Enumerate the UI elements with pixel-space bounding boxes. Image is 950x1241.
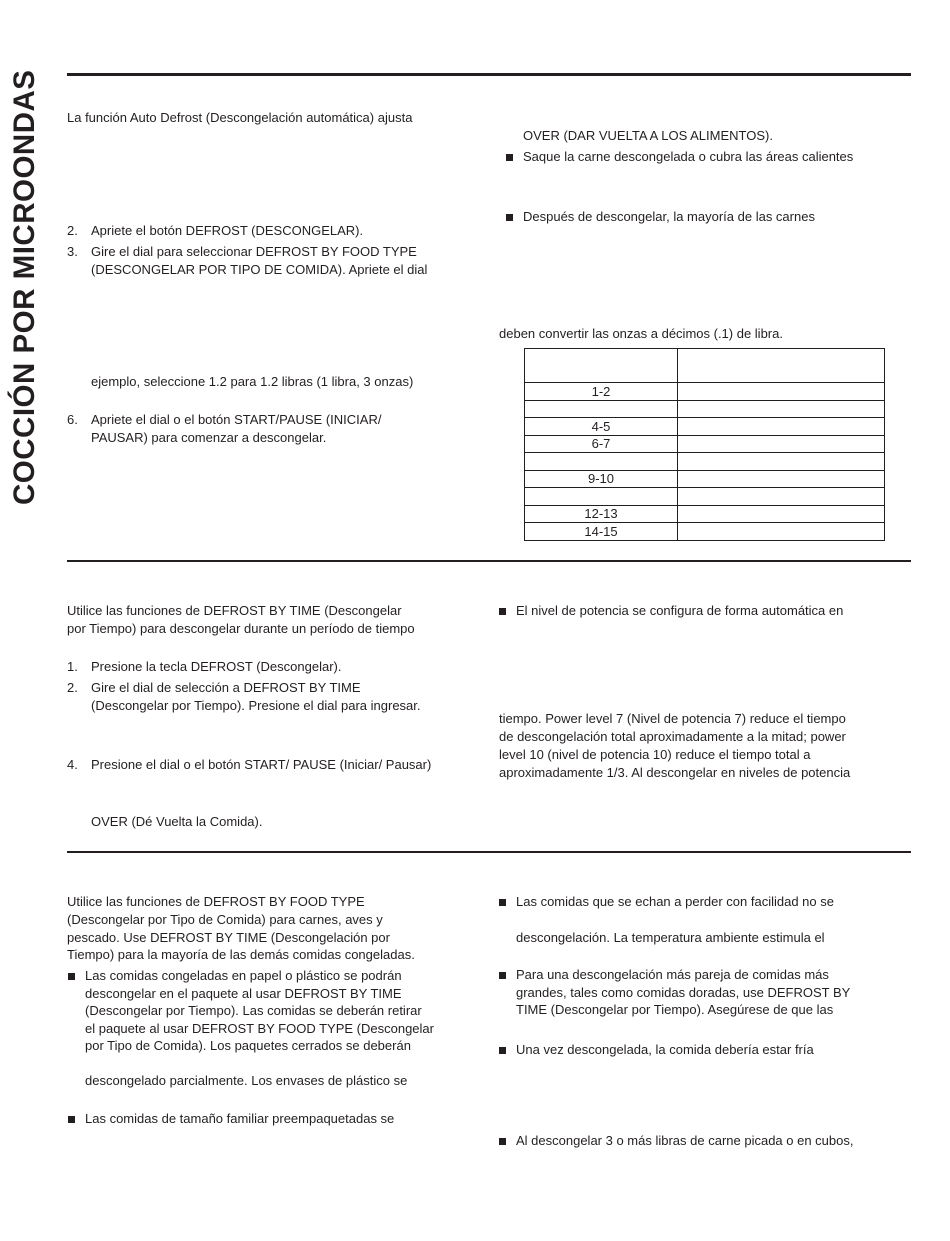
paragraph-line: aproximadamente 1/3. Al descongelar en niveles de potencia (499, 765, 851, 780)
top-divider (67, 73, 911, 76)
step-text: Presione el dial o el botón START/ PAUSE (Iniciar/ Pausar) (91, 757, 432, 772)
step-number: 6. (67, 412, 78, 427)
step-number: 2. (67, 680, 78, 695)
bullet-item: Para una descongelación más pareja de comidas más (516, 967, 829, 982)
paragraph-line: tiempo. Power level 7 (Nivel de potencia 7) reduce el tiempo (499, 711, 846, 726)
auto-defrost-intro: La función Auto Defrost (Descongelación automática) ajusta (67, 110, 413, 125)
table-header-cell (525, 349, 678, 383)
table-cell: 4-5 (525, 418, 678, 436)
over-text: OVER (Dé Vuelta la Comida). (91, 814, 263, 829)
section-divider-1 (67, 560, 911, 562)
step-number: 3. (67, 244, 78, 259)
table-row (525, 488, 885, 506)
table-cell (678, 383, 885, 401)
step-number: 2. (67, 223, 78, 238)
weight-conversion-table (524, 348, 885, 541)
step-text: Gire el dial de selección a DEFROST BY TIME (91, 680, 361, 695)
paragraph-line: (Descongelar por Tipo de Comida) para carnes, aves y (67, 912, 383, 927)
table-cell: 6-7 (525, 435, 678, 453)
step-text: PAUSAR) para comenzar a descongelar. (91, 430, 327, 445)
table-cell (525, 488, 678, 506)
table-row (525, 505, 885, 523)
bullet-item: Después de descongelar, la mayoría de las carnes (523, 209, 815, 224)
side-section-title: COCCIÓN POR MICROONDAS (8, 69, 41, 505)
table-cell (678, 453, 885, 471)
step-text: Apriete el botón DEFROST (DESCONGELAR). (91, 223, 364, 238)
step-text: Apriete el dial o el botón START/PAUSE (INICIAR/ (91, 412, 382, 427)
table-row (525, 523, 885, 541)
paragraph-line: pescado. Use DEFROST BY TIME (Descongelación por (67, 930, 390, 945)
paragraph-line: de descongelación total aproximadamente a la mitad; power (499, 729, 846, 744)
bullet-item: Una vez descongelada, la comida debería estar fría (516, 1042, 814, 1057)
table-cell (525, 453, 678, 471)
bullet-item: Las comidas de tamaño familiar preempaquetadas se (85, 1111, 395, 1126)
bullet-item: Las comidas que se echan a perder con facilidad no se (516, 894, 834, 909)
paragraph-line: Tiempo) para la mayoría de las demás comidas congeladas. (67, 947, 415, 962)
bullet-continuation: por Tipo de Comida). Los paquetes cerrados se deberán (85, 1038, 411, 1053)
bullet-continuation: el paquete al usar DEFROST BY FOOD TYPE (Descongelar (85, 1021, 434, 1036)
table-row (525, 435, 885, 453)
table-cell (678, 418, 885, 436)
step-text: Presione la tecla DEFROST (Descongelar). (91, 659, 342, 674)
table-cell (678, 488, 885, 506)
table-row (525, 470, 885, 488)
paragraph-line: Utilice las funciones de DEFROST BY TIME (Descongelar (67, 603, 402, 618)
table-cell (678, 523, 885, 541)
bullet-item: Las comidas congeladas en papel o plástico se podrán (85, 968, 402, 983)
step-number: 1. (67, 659, 78, 674)
table-cell: 9-10 (525, 470, 678, 488)
paragraph-line: level 10 (nivel de potencia 10) reduce el tiempo total a (499, 747, 811, 762)
table-cell: 14-15 (525, 523, 678, 541)
paragraph-line: por Tiempo) para descongelar durante un período de tiempo (67, 621, 415, 636)
convert-text: deben convertir las onzas a décimos (.1) de libra. (499, 326, 783, 341)
bullet-continuation: descongelación. La temperatura ambiente estimula el (516, 930, 825, 945)
table-cell (678, 435, 885, 453)
over-text: OVER (DAR VUELTA A LOS ALIMENTOS). (523, 128, 773, 143)
table-header-row (525, 349, 885, 383)
table-cell (678, 470, 885, 488)
step-text: (Descongelar por Tiempo). Presione el dial para ingresar. (91, 698, 421, 713)
table-row (525, 383, 885, 401)
table-cell: 1-2 (525, 383, 678, 401)
bullet-continuation: (Descongelar por Tiempo). Las comidas se deberán retirar (85, 1003, 422, 1018)
table-cell: 12-13 (525, 505, 678, 523)
section-divider-2 (67, 851, 911, 853)
bullet-continuation: descongelado parcialmente. Los envases de plástico se (85, 1073, 408, 1088)
table-row (525, 418, 885, 436)
table-cell (525, 400, 678, 418)
table-cell (678, 400, 885, 418)
bullet-item: Saque la carne descongelada o cubra las áreas calientes (523, 149, 854, 164)
table-cell (678, 505, 885, 523)
paragraph-line: Utilice las funciones de DEFROST BY FOOD TYPE (67, 894, 365, 909)
bullet-continuation: descongelar en el paquete al usar DEFROST BY TIME (85, 986, 402, 1001)
bullet-continuation: TIME (Descongelar por Tiempo). Asegúrese de que las (516, 1002, 834, 1017)
example-text: ejemplo, seleccione 1.2 para 1.2 libras (1 libra, 3 onzas) (91, 374, 414, 389)
bullet-continuation: grandes, tales como comidas doradas, use DEFROST BY (516, 985, 851, 1000)
table-header-cell (678, 349, 885, 383)
bullet-item: El nivel de potencia se configura de forma automática en (516, 603, 844, 618)
step-number: 4. (67, 757, 78, 772)
step-text: (DESCONGELAR POR TIPO DE COMIDA). Apriete el dial (91, 262, 428, 277)
table-row (525, 400, 885, 418)
bullet-item: Al descongelar 3 o más libras de carne picada o en cubos, (516, 1133, 854, 1148)
step-text: Gire el dial para seleccionar DEFROST BY FOOD TYPE (91, 244, 417, 259)
table-row (525, 453, 885, 471)
